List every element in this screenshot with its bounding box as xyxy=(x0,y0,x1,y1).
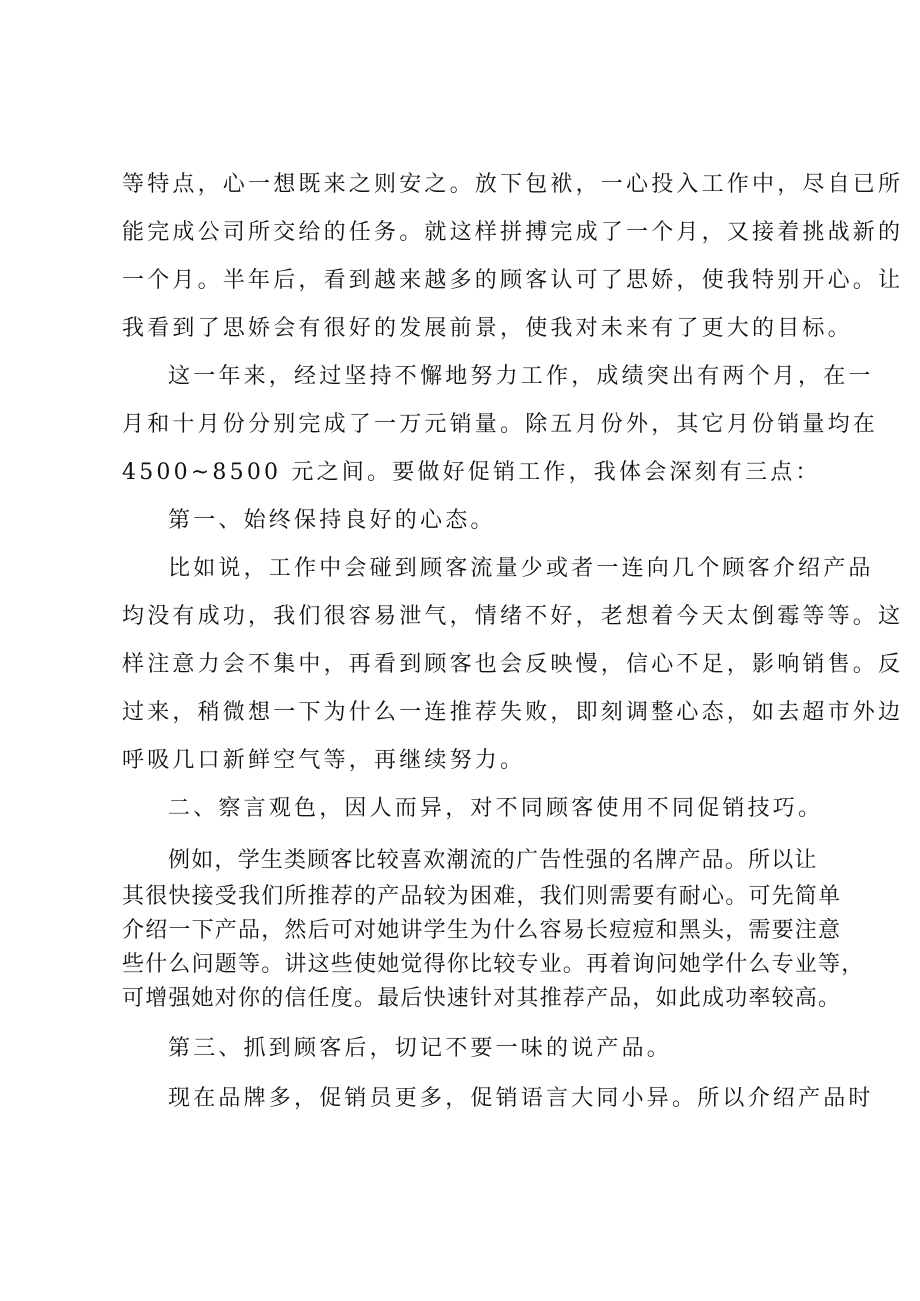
section-heading: 第一、始终保持良好的心态。 xyxy=(168,508,496,533)
text-line: 这一年来，经过坚持不懈地努力工作，成绩突出有两个月，在一 xyxy=(168,364,874,389)
text-line: 一个月。半年后，看到越来越多的顾客认可了思娇，使我特别开心。让 xyxy=(122,268,904,293)
text-line: 样注意力会不集中，再看到顾客也会反映慢，信心不足，影响销售。反 xyxy=(122,652,904,677)
text-line: 比如说，工作中会碰到顾客流量少或者一连向几个顾客介绍产品 xyxy=(168,556,874,581)
text-line: 月和十月份分别完成了一万元销量。除五月份外，其它月份销量均在 xyxy=(122,412,879,437)
text-line: 些什么问题等。讲这些使她觉得你比较专业。再着询问她学什么专业等， xyxy=(122,952,865,977)
text-line: 过来，稍微想一下为什么一连推荐失败，即刻调整心态，如去超市外边 xyxy=(122,700,904,725)
text-line: 介绍一下产品，然后可对她讲学生为什么容易长痘痘和黑头，需要注意 xyxy=(122,918,842,943)
text-line: 呼吸几口新鲜空气等，再继续努力。 xyxy=(122,748,526,773)
text-line: 可增强她对你的信任度。最后快速针对其推荐产品，如此成功率较高。 xyxy=(122,986,842,1011)
text-line: 等特点，心一想既来之则安之。放下包袱，一心投入工作中，尽自已所 xyxy=(122,172,904,197)
text-line: 我看到了思娇会有很好的发展前景，使我对未来有了更大的目标。 xyxy=(122,316,853,341)
text-line: 例如，学生类顾客比较喜欢潮流的广告性强的名牌产品。所以让 xyxy=(168,848,818,873)
text-line: 现在品牌多，促销员更多，促销语言大同小异。所以介绍产品时 xyxy=(168,1086,874,1111)
text-line: 其很快接受我们所推荐的产品较为困难，我们则需要有耐心。可先简单 xyxy=(122,884,842,909)
text-line: 4500~8500 元之间。要做好促销工作，我体会深刻有三点： xyxy=(122,460,821,485)
section-heading: 第三、抓到顾客后，切记不要一味的说产品。 xyxy=(168,1036,673,1061)
text-line: 均没有成功，我们很容易泄气，情绪不好，老想着今天太倒霉等等。这 xyxy=(122,604,904,629)
section-heading: 二、察言观色，因人而异，对不同顾客使用不同促销技巧。 xyxy=(168,796,824,821)
text-line: 能完成公司所交给的任务。就这样拼搏完成了一个月，又接着挑战新的 xyxy=(122,220,904,245)
